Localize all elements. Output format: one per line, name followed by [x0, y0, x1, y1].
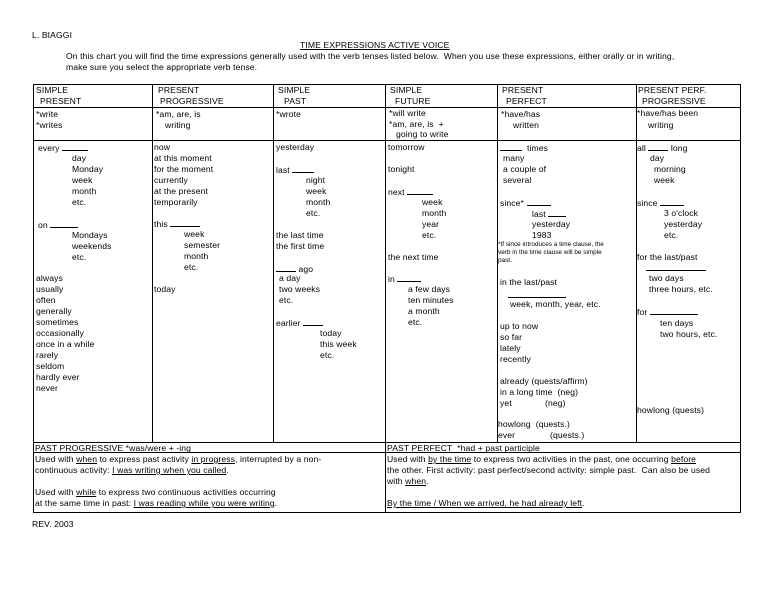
col1-expr: week — [72, 175, 93, 185]
col2-header-1: PRESENT — [158, 85, 200, 95]
col1-expr: on — [38, 220, 48, 230]
pp-when: when — [76, 454, 98, 464]
col6-expr: since — [637, 198, 658, 208]
pp-text: , interrupted by a non- — [235, 454, 322, 464]
col3-expr: this week — [320, 339, 357, 349]
col5-expr: many — [503, 153, 525, 163]
col5-note-2: verb in the time clause will be simple — [498, 249, 602, 256]
col1-expr: etc. — [72, 197, 87, 207]
col3-expr: a day — [279, 273, 301, 283]
col2-expr: temporarily — [154, 197, 198, 207]
col5-expr: times — [526, 143, 549, 153]
col1-expr: often — [36, 295, 56, 305]
col6-expr: two days — [649, 273, 684, 283]
col4-expr: etc. — [422, 230, 437, 240]
page-title: TIME EXPRESSIONS ACTIVE VOICE — [300, 40, 450, 50]
pp-example: I was reading while you were writing — [133, 498, 275, 508]
col4-expr: etc. — [408, 317, 423, 327]
col2-expr: month — [184, 251, 209, 261]
col6-expr: all — [637, 143, 646, 153]
col4-expr: month — [422, 208, 447, 218]
pperf-example: By the time / When we arrived, he had already left — [387, 498, 583, 508]
col3-header-2: PAST — [284, 96, 307, 106]
col5-expr: howlong (quests.) — [498, 419, 571, 429]
col1-expr: Mondays — [72, 230, 108, 240]
intro-line-2: make sure you select the appropriate verb tense. — [66, 62, 258, 72]
revision-note: REV. 2003 — [32, 519, 74, 529]
col1-expr: seldom — [36, 361, 65, 371]
col5-expr: ever — [498, 430, 516, 440]
col6-expr: howlong (quests) — [637, 405, 705, 415]
col5-expr: already (quests/affirm) — [500, 376, 588, 386]
pperf-by-the-time: by the time — [428, 454, 472, 464]
pperf-text: Used with — [387, 454, 429, 464]
col4-expr: next — [388, 187, 405, 197]
col5-expr: several — [503, 175, 532, 185]
col2-expr: semester — [184, 240, 221, 250]
col1-expr: usually — [36, 284, 64, 294]
col3-expr: last — [276, 165, 290, 175]
col1-expr: Monday — [72, 164, 104, 174]
col4-expr: tonight — [388, 164, 415, 174]
col4-expr: in — [388, 274, 395, 284]
col3-expr: night — [306, 175, 326, 185]
pperf-text: to express two activities in the past, one occurring — [471, 454, 672, 464]
col3-expr: etc. — [306, 208, 321, 218]
col3-expr: ago — [298, 264, 314, 274]
col2-expr: now — [154, 142, 171, 152]
col3-expr: etc. — [279, 295, 294, 305]
col2-expr: this — [154, 219, 168, 229]
col4-expr: a month — [408, 306, 440, 316]
col3-form-1: *wrote — [276, 109, 301, 119]
col2-form-1: *am, are, is — [156, 109, 201, 119]
pperf-text: with — [387, 476, 406, 486]
col4-expr: a few days — [408, 284, 451, 294]
col3-expr: month — [306, 197, 331, 207]
col2-form-2: writing — [165, 120, 191, 130]
col4-expr: ten minutes — [408, 295, 454, 305]
col5-expr: yet — [500, 398, 512, 408]
col5-note-3: past. — [498, 257, 512, 264]
col1-header-2: PRESENT — [40, 96, 82, 106]
col1-expr: generally — [36, 306, 72, 316]
col5-expr: in the last/past — [500, 277, 558, 287]
col5-header-2: PERFECT — [506, 96, 547, 106]
col3-expr: week — [306, 186, 327, 196]
pp-example: I was writing when you called — [112, 465, 227, 475]
col6-expr: morning — [654, 164, 686, 174]
pp-while: while — [76, 487, 97, 497]
col1-expr: etc. — [72, 252, 87, 262]
col2-header-2: PROGRESSIVE — [160, 96, 224, 106]
col5-expr: 1983 — [532, 230, 552, 240]
col2-expr: at this moment — [154, 153, 212, 163]
col1-expr: hardly ever — [36, 372, 80, 382]
col4-expr: year — [422, 219, 440, 229]
col2-expr: today — [154, 284, 176, 294]
col6-expr: week — [654, 175, 675, 185]
col1-form-2: *writes — [36, 120, 63, 130]
col5-note-1: *If since introduces a time clause, the — [498, 241, 604, 248]
col2-expr: etc. — [184, 262, 199, 272]
pp-text: to express past activity — [97, 454, 192, 464]
col3-expr: the last time — [276, 230, 324, 240]
col5-expr: since* — [500, 198, 525, 208]
col3-expr: earlier — [276, 318, 301, 328]
col4-expr: week — [422, 197, 443, 207]
col5-expr: last — [532, 209, 546, 219]
col2-expr: at the present — [154, 186, 208, 196]
author-name: L. BIAGGI — [32, 30, 73, 40]
col5-expr: lately — [500, 343, 521, 353]
col1-expr: once in a while — [36, 339, 95, 349]
col4-form-3: going to write — [396, 129, 449, 139]
col1-expr: day — [72, 153, 87, 163]
col5-expr: in a long time (neg) — [500, 387, 579, 397]
col5-form-1: *have/has — [501, 109, 541, 119]
col5-expr: recently — [500, 354, 531, 364]
col1-expr: occasionally — [36, 328, 85, 338]
col6-expr: ten days — [660, 318, 694, 328]
pp-text: Used with — [35, 454, 77, 464]
col6-expr: day — [650, 153, 665, 163]
col3-expr: two weeks — [279, 284, 321, 294]
col2-expr: for the moment — [154, 164, 214, 174]
col5-expr: a couple of — [503, 164, 547, 174]
col5-expr: up to now — [500, 321, 539, 331]
col1-expr: weekends — [72, 241, 112, 251]
col1-expr: always — [36, 273, 63, 283]
col6-form-1: *have/has been — [637, 108, 699, 118]
col6-expr: yesterday — [664, 219, 703, 229]
col6-header-1: PRESENT PERF. — [638, 85, 707, 95]
pp-text: continuous activity: — [35, 465, 113, 475]
col2-expr: currently — [154, 175, 188, 185]
col3-expr: etc. — [320, 350, 335, 360]
col5-expr: (quests.) — [550, 430, 585, 440]
col1-expr: every — [38, 143, 60, 153]
col1-expr: rarely — [36, 350, 59, 360]
col5-expr: yesterday — [532, 219, 571, 229]
past-progressive-title: PAST PROGRESSIVE *was/were + -ing — [35, 443, 192, 453]
col4-expr: tomorrow — [388, 142, 425, 152]
col6-expr: etc. — [664, 230, 679, 240]
col5-form-2: written — [513, 120, 540, 130]
col6-expr: long — [670, 143, 688, 153]
pperf-line-2: the other. First activity: past perfect/second activity: simple past. Can also be used — [387, 465, 710, 475]
pp-text: at the same time in past: — [35, 498, 134, 508]
col1-expr: month — [72, 186, 97, 196]
col6-expr: two hours, etc. — [660, 329, 718, 339]
past-perfect-title: PAST PERFECT *had + past participle — [387, 443, 540, 453]
col3-expr: yesterday — [276, 142, 315, 152]
pp-in-progress: in progress — [191, 454, 236, 464]
col4-expr: the next time — [388, 252, 439, 262]
col6-expr: for the last/past — [637, 252, 698, 262]
col3-header-1: SIMPLE — [278, 85, 311, 95]
col5-expr: week, month, year, etc. — [510, 299, 601, 309]
col5-expr: so far — [500, 332, 523, 342]
col6-expr: three hours, etc. — [649, 284, 713, 294]
col4-form-2: *am, are, is + — [389, 119, 444, 129]
col4-form-1: *will write — [389, 108, 426, 118]
pp-text: Used with — [35, 487, 77, 497]
col1-header-1: SIMPLE — [36, 85, 69, 95]
col1-expr: sometimes — [36, 317, 79, 327]
col1-expr: never — [36, 383, 58, 393]
col1-form-1: *write — [36, 109, 59, 119]
intro-line-1: On this chart you will find the time expressions generally used with the verb tenses listed below. When you use these expressions, either orally or in writing, — [66, 51, 675, 61]
col6-form-2: writing — [648, 120, 674, 130]
pperf-when: when — [405, 476, 427, 486]
col4-header-1: SIMPLE — [390, 85, 423, 95]
col3-expr: the first time — [276, 241, 325, 251]
col6-header-2: PROGRESSIVE — [642, 96, 706, 106]
col2-expr: week — [184, 229, 205, 239]
col5-header-1: PRESENT — [502, 85, 544, 95]
pp-text: to express two continuous activities occurring — [96, 487, 276, 497]
pperf-before: before — [671, 454, 697, 464]
col5-expr: (neg) — [545, 398, 566, 408]
col3-expr: today — [320, 328, 342, 338]
col4-header-2: FUTURE — [395, 96, 431, 106]
col6-expr: for — [637, 307, 648, 317]
col6-expr: 3 o'clock — [664, 208, 699, 218]
